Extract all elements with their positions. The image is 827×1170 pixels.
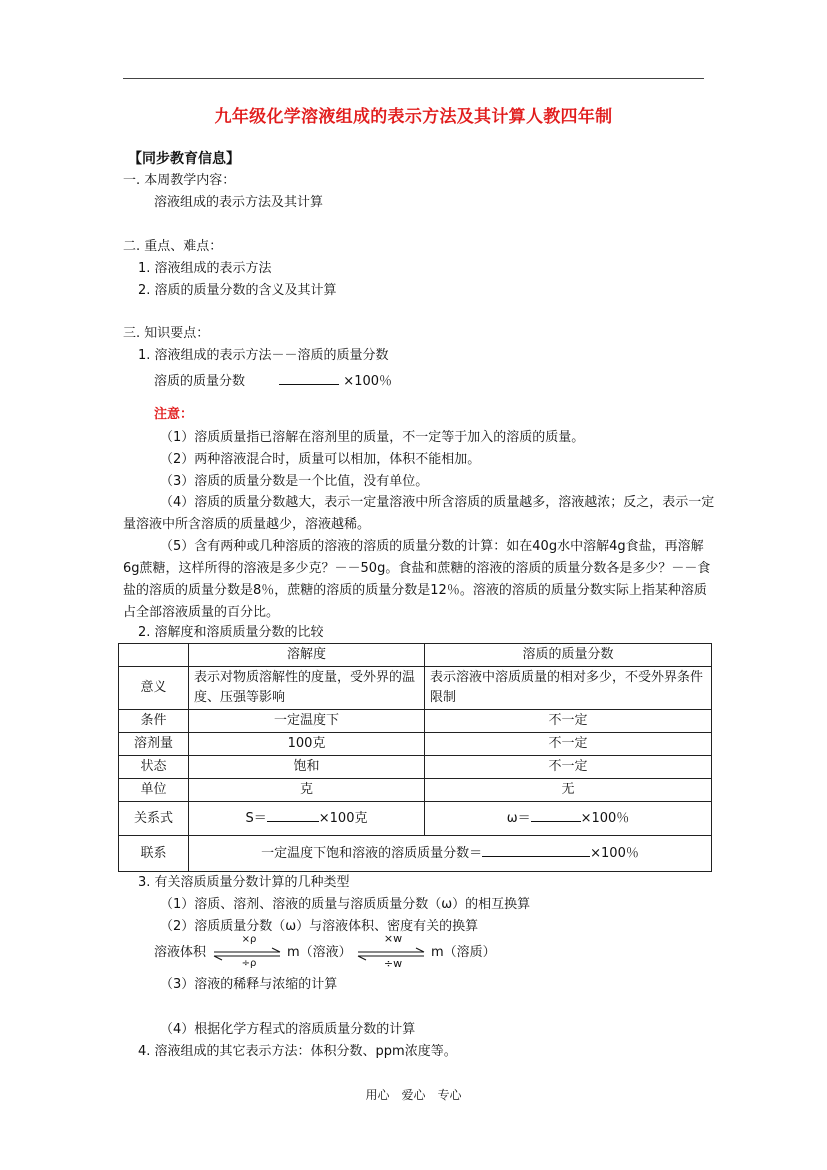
arrow1-top-label: ×ρ xyxy=(241,934,257,945)
table-header-cell: 溶质的质量分数 xyxy=(425,644,712,667)
table-header-cell: 溶解度 xyxy=(189,644,425,667)
table-cell: 关系式 xyxy=(119,802,189,836)
type-2: （2）溶质质量分数（ω）与溶液体积、密度有关的换算 xyxy=(160,919,479,934)
relation-s-cell xyxy=(189,802,425,836)
table-cell: 一定温度下 xyxy=(189,710,425,733)
note-4: （4）溶质的质量分数越大，表示一定量溶液中所含溶质的质量越多，溶液越浓；反之，表示一定量溶液中所含溶质的质量越少，溶液越稀。 xyxy=(123,495,715,532)
formula-tail: ×100％ xyxy=(343,374,393,389)
table-row xyxy=(119,756,712,779)
table-row-link xyxy=(119,836,712,872)
table-cell: 条件 xyxy=(119,710,189,733)
relation-s-suffix: ×100克 xyxy=(318,810,368,826)
document-title: 九年级化学溶液组成的表示方法及其计算人教四年制 xyxy=(214,107,613,127)
part3-heading: 三. 知识要点： xyxy=(123,326,210,341)
formula-blank xyxy=(279,372,339,385)
note-label: 注意： xyxy=(154,407,194,422)
type-4: （4）根据化学方程式的溶质质量分数的计算 xyxy=(160,1022,416,1037)
point2: 2. 溶解度和溶质质量分数的比较 xyxy=(138,625,324,640)
relation-w-suffix: ×100％ xyxy=(580,810,630,826)
table-row-relation xyxy=(119,802,712,836)
conversion-mid: m（溶液） xyxy=(287,945,352,960)
relation-w-cell xyxy=(425,802,712,836)
conversion-end: m（溶质） xyxy=(431,945,496,960)
formula-label: 溶质的质量分数 xyxy=(154,374,246,389)
note-3: （3）溶质的质量分数是一个比值，没有单位。 xyxy=(160,474,429,489)
relation-s-prefix: S＝ xyxy=(245,810,267,826)
part2-heading: 二. 重点、难点： xyxy=(123,239,223,254)
table-header-row xyxy=(119,644,712,667)
point3: 3. 有关溶质质量分数计算的几种类型 xyxy=(138,875,350,890)
table-cell: 不一定 xyxy=(425,756,712,779)
table-cell: 状态 xyxy=(119,756,189,779)
note-1: （1）溶质质量指已溶解在溶剂里的质量，不一定等于加入的溶质的质量。 xyxy=(160,430,585,445)
comparison-table xyxy=(118,643,712,872)
table-cell: 克 xyxy=(189,779,425,802)
table-cell: 联系 xyxy=(119,836,189,872)
part2-item-2: 2. 溶质的质量分数的含义及其计算 xyxy=(138,283,337,298)
table-cell: 无 xyxy=(425,779,712,802)
relation-w-prefix: ω＝ xyxy=(506,810,531,826)
section-heading: 【同步教育信息】 xyxy=(128,151,240,167)
table-cell: 表示溶液中溶质质量的相对多少，不受外界条件限制 xyxy=(425,667,712,710)
table-cell: 不一定 xyxy=(425,710,712,733)
table-cell: 100克 xyxy=(189,733,425,756)
note-2: （2）两种溶液混合时，质量可以相加，体积不能相加。 xyxy=(160,452,481,467)
link-prefix: 一定温度下饱和溶液的溶质质量分数＝ xyxy=(261,845,483,861)
table-row xyxy=(119,710,712,733)
conversion-start: 溶液体积 xyxy=(154,945,207,960)
note-5: （5）含有两种或几种溶质的溶液的溶质的质量分数的计算：如在40g水中溶解4g食盐，再溶解6g蔗糖，这样所得的溶液是多少克？－－50g。食盐和蔗糖的溶液的溶质的质量分数各是多少？－－食盐的溶质的质量分数是8％，蔗糖的溶质的质量分数是12％。溶液的溶质的质量分数实际上指某种溶质占全部溶液质量的百分比。 xyxy=(123,539,711,620)
part1-content: 溶液组成的表示方法及其计算 xyxy=(154,195,324,210)
arrow2-top-label: ×w xyxy=(383,932,403,945)
table-cell: 饱和 xyxy=(189,756,425,779)
point4: 4. 溶液组成的其它表示方法：体积分数、ppm浓度等。 xyxy=(138,1044,457,1059)
part1-heading: 一. 本周教学内容： xyxy=(123,173,236,188)
link-blank xyxy=(482,844,590,857)
table-cell: 单位 xyxy=(119,779,189,802)
table-cell: 表示对物质溶解性的度量，受外界的温度、压强等影响 xyxy=(189,667,425,710)
relation-s-blank xyxy=(267,809,319,822)
table-row xyxy=(119,733,712,756)
table-row xyxy=(119,779,712,802)
arrow1-bottom-label: ÷ρ xyxy=(241,958,257,969)
table-cell: 溶剂量 xyxy=(119,733,189,756)
table-header-cell xyxy=(119,644,189,667)
link-cell xyxy=(189,836,712,872)
part2-item-1: 1. 溶液组成的表示方法 xyxy=(138,261,272,276)
formula-line xyxy=(154,372,392,391)
table-row xyxy=(119,667,712,710)
relation-w-blank xyxy=(531,809,581,822)
type-3: （3）溶液的稀释与浓缩的计算 xyxy=(160,977,338,992)
page-footer: 用心 爱心 专心 xyxy=(365,1088,462,1102)
header-rule xyxy=(123,78,704,79)
point1: 1. 溶液组成的表示方法－－溶质的质量分数 xyxy=(138,348,389,363)
arrow2-bottom-label: ÷w xyxy=(383,957,403,970)
type-1: （1）溶质、溶剂、溶液的质量与溶质质量分数（ω）的相互换算 xyxy=(160,897,531,912)
table-cell: 意义 xyxy=(119,667,189,710)
table-cell: 不一定 xyxy=(425,733,712,756)
link-suffix: ×100％ xyxy=(590,845,639,861)
